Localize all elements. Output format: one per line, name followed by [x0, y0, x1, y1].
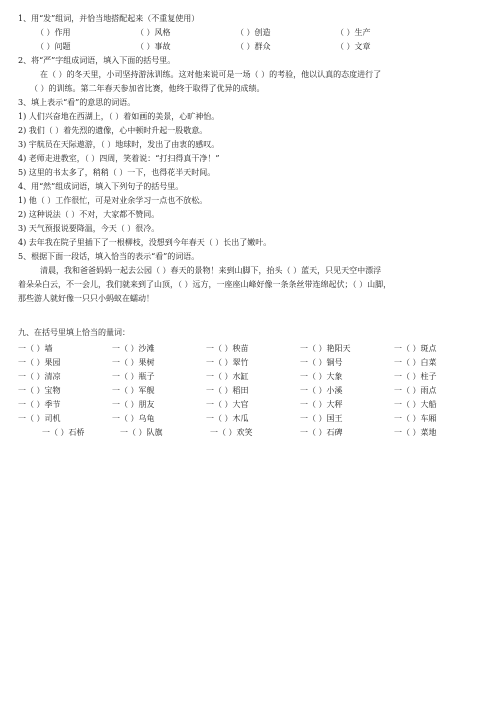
section-3-heading: 3、填上表示“看”的意思的词语。 [18, 98, 136, 107]
mw-cell: 一（ ）菜地 [394, 428, 437, 437]
mw-cell: 一（ ）果园 [18, 358, 61, 367]
s3-item-4: 4) 老师走进教室，（ ）四周，笑着说：“打扫得真干净！” [18, 154, 220, 163]
mw-cell: 一（ ）车厢 [394, 414, 437, 423]
mw-cell: 一（ ）大官 [206, 400, 249, 409]
mw-cell: 一（ ）白菜 [394, 358, 437, 367]
mw-cell: 一（ ）乌龟 [112, 414, 155, 423]
mw-cell: 一（ ）石桥 [42, 428, 85, 437]
s3-item-2: 2) 我们（ ）着先烈的遗像，心中顿时升起一股敬意。 [18, 126, 208, 135]
mw-cell: 一（ ）水缸 [206, 372, 249, 381]
s4-item-1: 1) 他（ ）工作很忙，可是对业余学习一点也不放松。 [18, 196, 208, 205]
s1-r2-item-1: （ ）问题 [36, 42, 71, 51]
s1-r2-item-4: （ ）文章 [336, 42, 371, 51]
mw-cell: 一（ ）瓶子 [112, 372, 155, 381]
s5-line-3: 那些游人就好像一只只小蚂蚁在蠕动！ [18, 294, 154, 303]
mw-cell: 一（ ）小溪 [300, 386, 343, 395]
mw-cell: 一（ ）大船 [394, 400, 437, 409]
mw-cell: 一（ ）翠竹 [206, 358, 249, 367]
section-5-heading: 5、根据下面一段话，填入恰当的表示“看”的词语。 [18, 252, 200, 261]
mw-cell: 一（ ）艳阳天 [300, 344, 351, 353]
mw-cell: 一（ ）宝物 [18, 386, 61, 395]
mw-cell: 一（ ）朋友 [112, 400, 155, 409]
s5-line-2: 着朵朵白云，不一会儿，我们就来到了山顶，（ ）远方，一座座山峰好像一条条丝带连绵起伏；（ ）山脚， [18, 280, 392, 289]
s4-item-3: 3) 天气预报说要降温，今天（ ）很冷。 [18, 224, 160, 233]
mw-cell: 一（ ）秧苗 [206, 344, 249, 353]
s4-item-4: 4) 去年我在院子里插下了一根柳枝，没想到今年春天（ ）长出了嫩叶。 [18, 238, 272, 247]
mw-cell: 一（ ）果树 [112, 358, 155, 367]
mw-cell: 一（ ）石碑 [300, 428, 343, 437]
mw-cell: 一（ ）清凉 [18, 372, 61, 381]
mw-cell: 一（ ）军舰 [112, 386, 155, 395]
mw-cell: 一（ ）斑点 [394, 344, 437, 353]
s2-line-1: 在（ ）的冬天里，小司坚持游泳训练。这对他来说可是一场（ ）的考验，他以认真的态度进行了 [40, 70, 382, 79]
s5-line-1: 清晨，我和爸爸妈妈一起去公园（ ）春天的景物！来到山脚下，抬头（ ）蓝天，只见天空中漂浮 [40, 266, 382, 275]
mw-cell: 一（ ）大象 [300, 372, 343, 381]
s1-r1-item-3: （ ）创造 [236, 28, 271, 37]
section-2-heading: 2、将“严”字组成词语，填入下面的括号里。 [18, 56, 176, 65]
mw-cell: 一（ ）稻田 [206, 386, 249, 395]
mw-cell: 一（ ）司机 [18, 414, 61, 423]
s2-line-2: （ ）的训练。第二年春天参加省比赛，他终于取得了优异的成绩。 [30, 84, 265, 93]
s3-item-5: 5) 这里的书太多了，稍稍（ ）一下，也得花半天时间。 [18, 168, 216, 177]
mw-cell: 一（ ）墙 [18, 344, 53, 353]
mw-cell: 一（ ）木瓜 [206, 414, 249, 423]
mw-cell: 一（ ）欢笑 [210, 428, 253, 437]
s1-r2-item-3: （ ）群众 [236, 42, 271, 51]
mw-cell: 一（ ）铜号 [300, 358, 343, 367]
mw-cell: 一（ ）雨点 [394, 386, 437, 395]
section-4-heading: 4、用“然”组成词语，填入下列句子的括号里。 [18, 182, 184, 191]
mw-cell: 一（ ）沙滩 [112, 344, 155, 353]
mw-cell: 一（ ）队旗 [120, 428, 163, 437]
s3-item-1: 1) 人们兴奋地在西湖上，（ ）着如画的美景，心旷神怡。 [18, 112, 220, 121]
s3-item-3: 3) 宇航员在天际遨游，（ ）地球时，发出了由衷的感叹。 [18, 140, 220, 149]
mw-cell: 一（ ）柱子 [394, 372, 437, 381]
s4-item-2: 2) 这种说法（ ）不对，大家都不赞同。 [18, 210, 160, 219]
mw-cell: 一（ ）国王 [300, 414, 343, 423]
section-1-heading: 1、用“发”组词，并恰当地搭配起来（不重复使用） [18, 14, 200, 23]
s1-r1-item-4: （ ）生产 [336, 28, 371, 37]
s1-r2-item-2: （ ）事故 [136, 42, 171, 51]
mw-cell: 一（ ）季节 [18, 400, 61, 409]
s1-r1-item-1: （ ）作用 [36, 28, 71, 37]
s1-r1-item-2: （ ）风格 [136, 28, 171, 37]
section-9-heading: 九、在括号里填上恰当的量词： [18, 328, 130, 337]
mw-cell: 一（ ）大秤 [300, 400, 343, 409]
